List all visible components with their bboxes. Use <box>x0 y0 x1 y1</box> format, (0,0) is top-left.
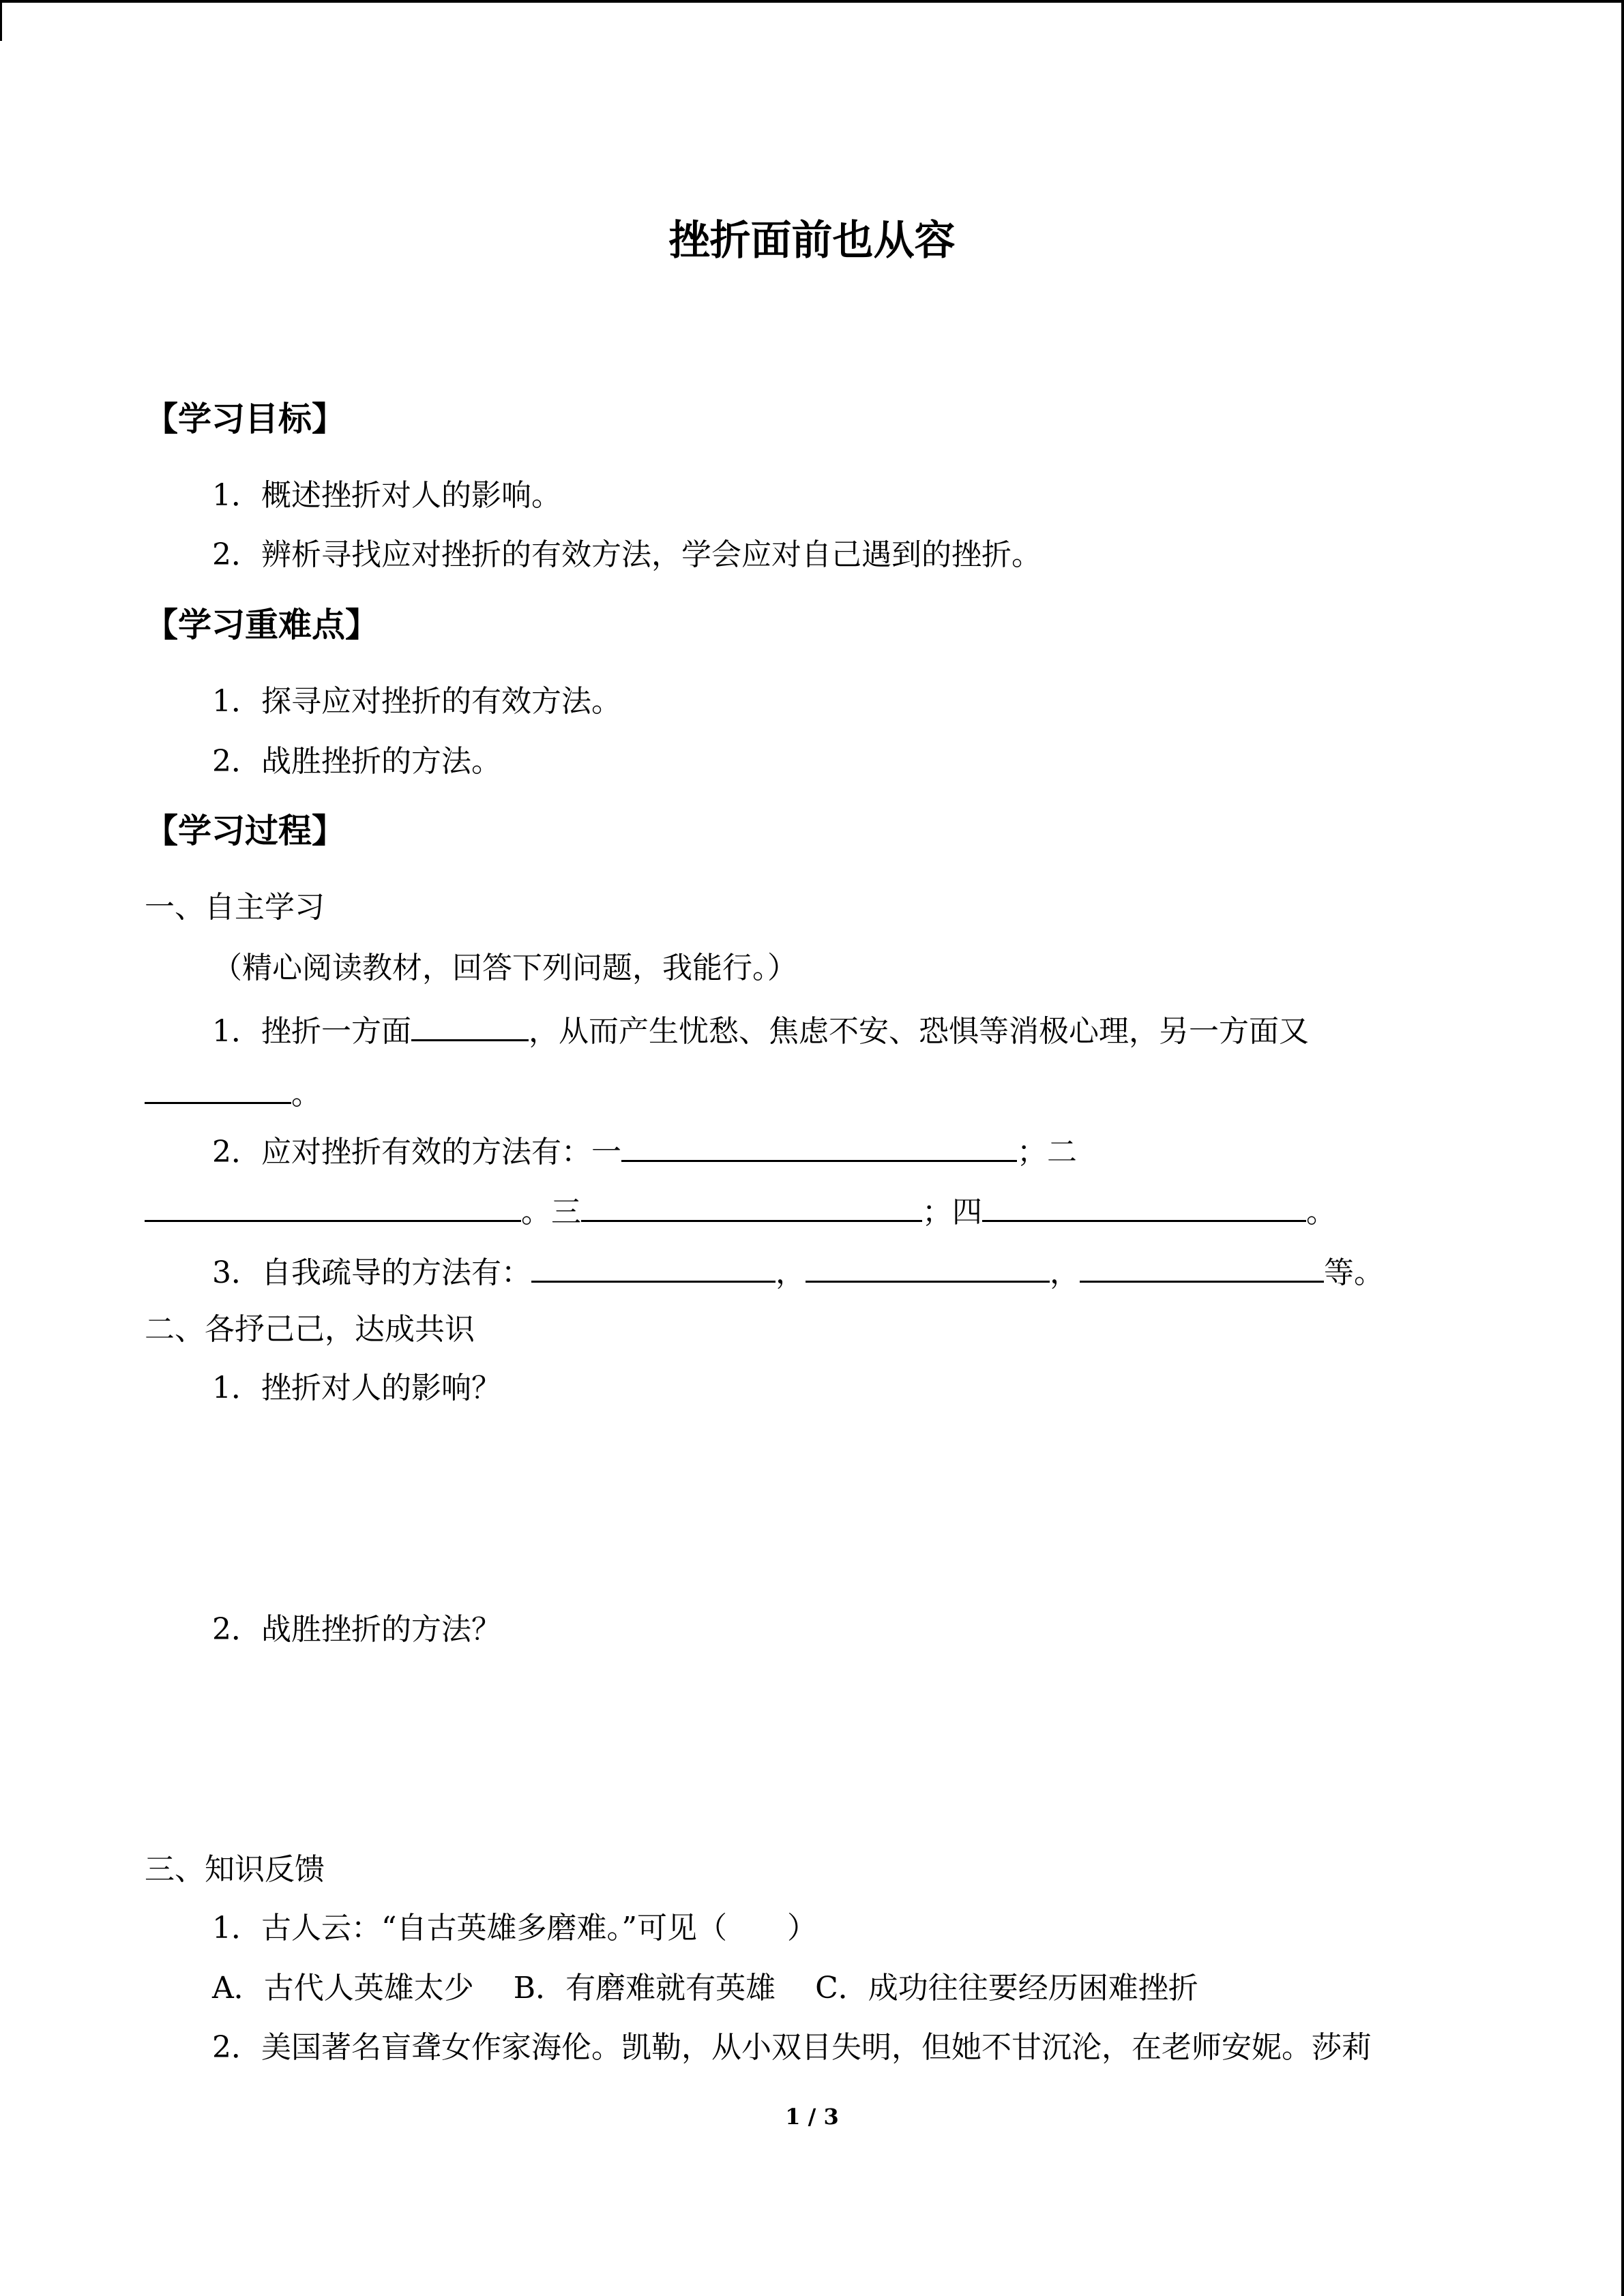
keypoints-heading: 【学习重难点】 <box>145 605 379 644</box>
question-1 <box>212 1009 1309 1051</box>
goal-item: 2．辨析寻找应对挫折的有效方法，学会应对自己遇到的挫折。 <box>212 537 1042 572</box>
answer-blank[interactable] <box>581 1190 922 1222</box>
goal-item: 1．概述挫折对人的影响。 <box>212 478 561 513</box>
page-title: 挫折面前也从容 <box>668 217 956 265</box>
answer-blank[interactable] <box>411 1009 529 1041</box>
question-text: ；四 <box>922 1195 982 1229</box>
answer-blank[interactable] <box>806 1251 1050 1283</box>
keypoint-item: 1．探寻应对挫折的有效方法。 <box>212 684 621 719</box>
answer-blank[interactable] <box>982 1190 1306 1222</box>
answer-blank[interactable] <box>145 1072 291 1104</box>
part2-question: 1．挫折对人的影响？ <box>212 1371 501 1405</box>
part3-options: A．古代人英雄太少 B．有磨难就有英雄 C．成功往往要经历困难挫折 <box>212 1971 1198 2006</box>
question-text: ， <box>776 1255 806 1290</box>
part3-title: 三、知识反馈 <box>145 1852 325 1887</box>
question-2 <box>212 1130 1077 1172</box>
part3-question: 1．古人云：“自古英雄多磨难。”可见（ ） <box>212 1911 817 1945</box>
question-text: 2．应对挫折有效的方法有：一 <box>212 1135 621 1169</box>
page-border <box>1621 0 1624 2296</box>
part1-title: 一、自主学习 <box>145 890 325 925</box>
part2-title: 二、各抒己己，达成共识 <box>145 1312 475 1347</box>
question-2-cont <box>145 1190 1336 1232</box>
process-heading: 【学习过程】 <box>145 811 346 850</box>
page-border <box>0 0 2 41</box>
question-text: 。 <box>291 1077 321 1112</box>
answer-blank[interactable] <box>531 1251 776 1283</box>
question-1-cont <box>145 1072 321 1114</box>
goals-heading: 【学习目标】 <box>145 399 346 438</box>
question-text: 。 <box>1306 1195 1336 1229</box>
question-text: 3．自我疏导的方法有： <box>212 1255 531 1290</box>
page-number: 1 / 3 <box>785 2104 839 2130</box>
question-text: 。三 <box>521 1195 581 1229</box>
question-text: 等。 <box>1324 1255 1384 1290</box>
question-text: ，从而产生忧愁、焦虑不安、恐惧等消极心理，另一方面又 <box>529 1014 1309 1049</box>
part1-intro: （精心阅读教材，回答下列问题，我能行。） <box>212 951 797 985</box>
part2-question: 2．战胜挫折的方法？ <box>212 1612 501 1647</box>
answer-blank[interactable] <box>621 1130 1017 1162</box>
question-text: ， <box>1050 1255 1080 1290</box>
keypoint-item: 2．战胜挫折的方法。 <box>212 744 501 779</box>
question-text: 1．挫折一方面 <box>212 1014 411 1049</box>
answer-blank[interactable] <box>145 1190 521 1222</box>
question-3 <box>212 1251 1384 1292</box>
question-text: ；二 <box>1017 1135 1077 1169</box>
answer-blank[interactable] <box>1080 1251 1324 1283</box>
part3-question: 2．美国著名盲聋女作家海伦。凯勒，从小双目失明，但她不甘沉沦，在老师安妮。莎莉 <box>212 2030 1372 2065</box>
page-border <box>0 0 1624 3</box>
